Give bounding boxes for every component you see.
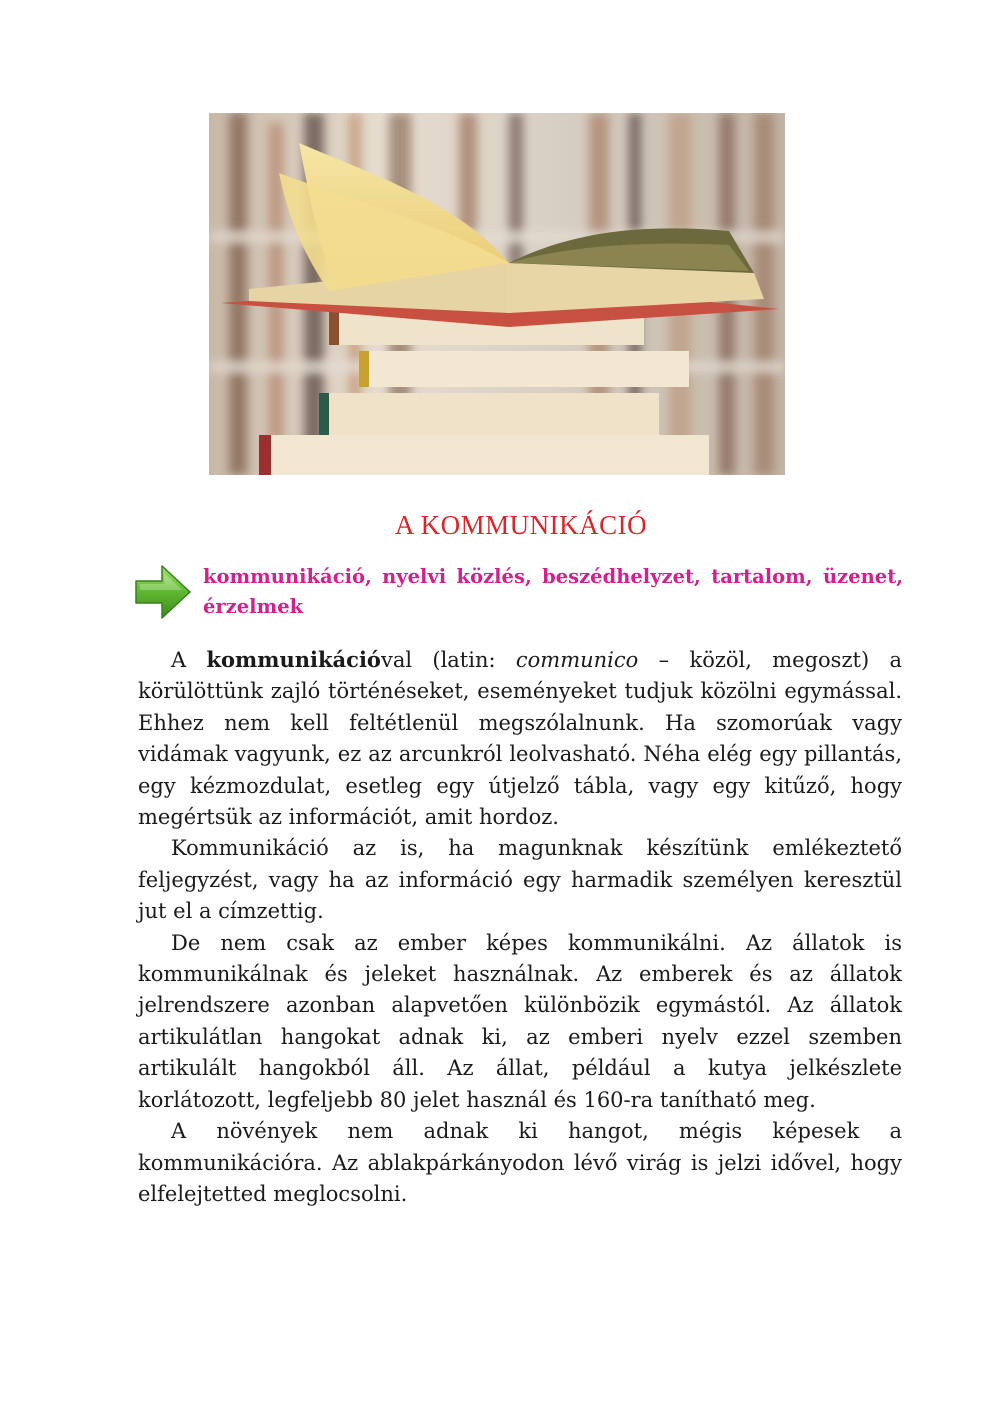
paragraph-3: De nem csak az ember képes kommunikálni. Az állatok is kommunikálnak és jeleket használnak. Az emberek és az állatok jelrendszere azonban alapvetően különbözik egymástól. Az állatok artikulátlan hangokat adnak ki, az emberi nyelv ezzel szemben artikulált hangokból áll. Az állat, például a kutya jelkészlete korlátozott, legfeljebb 80 jelet használ és 160-ra tanítható meg. (138, 930, 902, 1112)
main-text (138, 644, 902, 1210)
italic-term: communico (515, 648, 639, 672)
text-run: A (171, 648, 207, 672)
paragraph-2: Kommunikáció az is, ha magunknak készítünk emlékeztető feljegyzést, vagy ha az információ egy harmadik személyen keresztül jut el a címzettig. (138, 836, 902, 924)
page-title: A KOMMUNIKÁCIÓ (394, 510, 648, 540)
arrow-right-icon (134, 563, 192, 621)
text-run: – közöl, megoszt) a körülöttünk zajló történéseket, eseményeket tudjuk közölni egymással. Ehhez nem kell feltétlenül megszólalnunk. Ha szomorúak vagy vidámak vagyunk, ez az arcunkról leolvasható. Néha elég egy pillantás, egy kézmozdulat, esetleg egy útjelző tábla, vagy egy kitűző, hogy megértsük az információt, amit hordoz. (138, 648, 903, 830)
text-run: val (latin: (380, 648, 516, 672)
paragraph-4: A növények nem adnak ki hangot, mégis képesek a kommunikációra. Az ablakpárkányodon lévő virág is jelzi idővel, hogy elfelejtetted meglocsolni. (138, 1119, 902, 1206)
bold-term: kommunikáció (206, 647, 381, 672)
paragraph-1 (138, 644, 902, 833)
books-photo (209, 113, 785, 475)
keywords-list: kommunikáció, nyelvi közlés, beszédhelyzet, tartalom, üzenet, érzelmek (203, 565, 903, 618)
